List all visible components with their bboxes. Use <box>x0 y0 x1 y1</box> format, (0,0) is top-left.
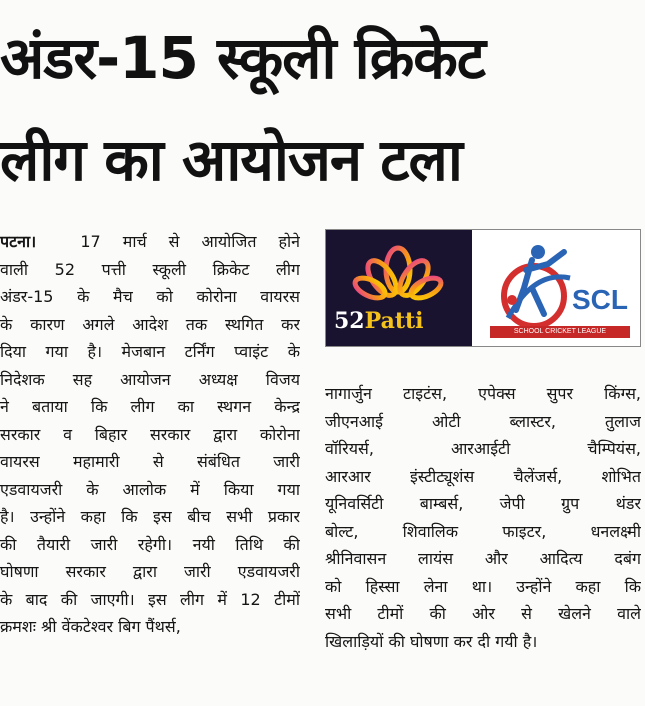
article-line: यूनिवर्सिटी बाम्बर्स, जेपी ग्रुप थंडर <box>325 494 641 513</box>
article-line: श्रीनिवासन लायंस और आदित्य दबंग <box>325 549 641 568</box>
article-line: घोषणा सरकार द्वारा जारी एडवायजरी <box>0 562 300 581</box>
article-line <box>0 228 300 256</box>
headline-line-1: अंडर-15 स्कूली क्रिकेट <box>0 24 486 92</box>
52-patti-logo <box>326 230 472 346</box>
article-line: को हिस्सा लेना था। उन्होंने कहा कि <box>325 576 641 596</box>
article-line: सभी टीमों की ओर से खेलने वाले <box>325 604 641 623</box>
dateline: पटना। <box>0 232 37 251</box>
article-line: ने बताया कि लीग का स्थगन केन्द्र <box>0 397 300 416</box>
headline-line-2: लीग का आयोजन टला <box>0 126 462 194</box>
article-line: वॉरियर्स, आरआईटी चैम्पियंस, <box>325 439 641 458</box>
scl-logo <box>472 230 640 346</box>
article-line: जीएनआई ओटी ब्लास्टर, तुलाज <box>325 411 641 431</box>
article-line: दिया गया है। मेजबान टर्निंग प्वाइंट के <box>0 342 300 361</box>
article-line: के बाद की जाएगी। इस लीग में 12 टीमों <box>0 589 300 609</box>
article-line: वाली 52 पत्ती स्कूली क्रिकेट लीग <box>0 259 300 279</box>
scl-logo-text: SCL <box>572 284 628 315</box>
article-column-right <box>325 380 641 655</box>
article-line: है। उन्होंने कहा कि इस बीच सभी प्रकार <box>0 507 300 526</box>
article-line-text: 17 मार्च से आयोजित होने <box>80 232 300 251</box>
article-column-left <box>0 228 300 641</box>
sponsor-logos <box>325 229 641 347</box>
article-line: के कारण अगले आदेश तक स्थगित कर <box>0 314 300 334</box>
article-line: एडवायजरी के आलोक में किया गया <box>0 479 300 499</box>
article-line: की तैयारी जारी रहेगी। नयी तिथि की <box>0 534 300 554</box>
patti-logo-text <box>334 308 424 334</box>
article-line: बोल्ट, शिवालिक फाइटर, धनलक्ष्मी <box>325 521 641 541</box>
scl-subtitle: SCHOOL CRICKET LEAGUE <box>490 326 630 338</box>
article-line: क्रमशः श्री वेंकटेश्वर बिग पैंथर्स, <box>0 617 181 636</box>
article-line: नागार्जुन टाइटंस, एपेक्स सुपर किंग्स, <box>325 384 641 403</box>
article-line: खिलाड़ियों की घोषणा कर दी गयी है। <box>325 631 538 651</box>
article-line: वायरस महामारी से संबंधित जारी <box>0 452 300 471</box>
article-line: अंडर-15 के मैच को कोरोना वायरस <box>0 287 300 306</box>
patti-number: 52 <box>334 308 365 334</box>
article-line: सरकार व बिहार सरकार द्वारा कोरोना <box>0 424 300 444</box>
article-line: आरआर इंस्टीट्यूशंस चैलेंजर्स, शोभित <box>325 466 641 486</box>
article-line: निदेशक सह आयोजन अध्यक्ष विजय <box>0 369 300 389</box>
patti-word: Patti <box>364 308 424 334</box>
